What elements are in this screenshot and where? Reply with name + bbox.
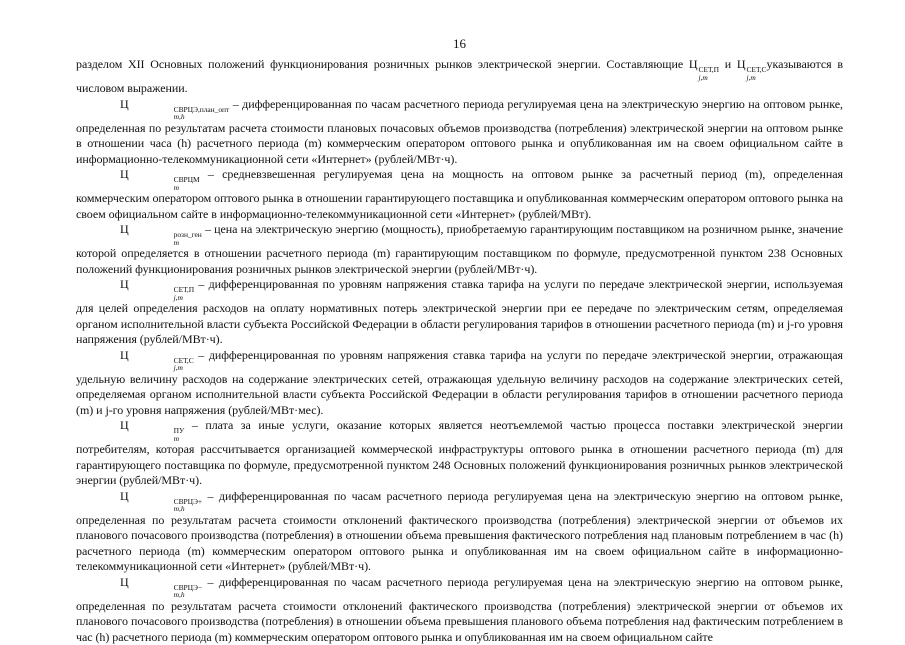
definition-symbol: Ц розн_ген m bbox=[120, 222, 202, 236]
symbol-c-set-s: Ц СЕТ,С j,m bbox=[737, 57, 767, 71]
definition-text: – средневзвешенная регулируемая цена на мощность на оптовом рынке за расчетный период (m), определенная коммерческим оператором оптового рынка в отношении гарантирующего поставщика и опубликованная коммерческим оператором оптового рынка на своем официальном сайте в информационно-телекоммуникационной сети «Интернет» (рублей/МВт). bbox=[76, 167, 843, 221]
definition-symbol: Ц СВРЦЭ− m,h bbox=[120, 575, 202, 589]
definition-text: – плата за иные услуги, оказание которых является неотъемлемой частью процесса поставки электрической энергии потребителям, которая рассчитывается организацией коммерческой инфраструктуры оптового рынка в отношении расчетного периода (m) для гарантирующего поставщика по формуле, предусмотренной пунктом 248 Основных положений функционирования розничных рынков электрической энергии (рублей/МВт·ч). bbox=[76, 418, 843, 487]
definition-text: – цена на электрическую энергию (мощность), приобретаемую гарантирующим поставщиком на розничном рынке, значение которой определяется в отношении расчетного периода (m) гарантирующим поставщиком по формуле, предусмотренной пунктом 238 Основных положений функционирования розничных рынков электрической энергии (рублей/МВт·ч). bbox=[76, 222, 843, 276]
definition-symbol: Ц СВРЦЭ,план_опт m,h bbox=[120, 97, 229, 111]
definition-text: – дифференцированная по часам расчетного периода регулируемая цена на электрическую энергию на оптовом рынке, определенная по результатам расчета стоимости отклонений фактического производства (потребления) электрической энергии от объемов их планового почасового производства (потребления) в отношении объема превышения фактического потребления над плановым потреблением в час (h) расчетного периода (m) коммерческим оператором оптового рынка и опубликованная им на своем официальном сайте в информационно-телекоммуникационной сети «Интернет» (рублей/МВт·ч). bbox=[76, 489, 843, 574]
paragraph-continuation bbox=[76, 57, 843, 97]
definition-symbol: Ц СВРЦМ m bbox=[120, 167, 200, 181]
symbol-c-set-p: Ц СЕТ,П j,m bbox=[689, 57, 719, 71]
definition-text: – дифференцированная по уровням напряжения ставка тарифа на услуги по передаче электрической энергии, используемая для целей определения расходов на оплату нормативных потерь электрической энергии при ее передаче по электрическим сетям, определяемая органом исполнительной власти субъекта Российской Федерации в области регулирования тарифов в отношении расчетного периода (m) и j-го уровня напряжения (рублей/МВт·ч). bbox=[76, 277, 843, 346]
definition-symbol: Ц СВРЦЭ+ m,h bbox=[120, 489, 202, 503]
definition-paragraph bbox=[76, 167, 843, 222]
paragraph-text: указываются в числовом выражении. bbox=[76, 57, 843, 95]
definition-symbol: Ц СЕТ,С j,m bbox=[120, 348, 194, 362]
paragraph-text: и bbox=[719, 57, 737, 71]
definition-paragraph bbox=[76, 277, 843, 348]
definition-paragraph bbox=[76, 489, 843, 575]
definition-text: – дифференцированная по часам расчетного периода регулируемая цена на электрическую энергию на оптовом рынке, определенная по результатам расчета стоимости отклонений фактического производства (потребления) электрической энергии от объемов их планового почасового производства (потребления) в отношении объема превышения планового объема потребления над фактическим потреблением в час (h) расчетного периода (m) коммерческим оператором оптового рынка и опубликованная им на своем официальном сайте bbox=[76, 575, 843, 644]
paragraph-text: разделом XII Основных положений функционирования розничных рынков электрической энергии. Составляющие bbox=[76, 57, 689, 71]
definition-text: – дифференцированная по часам расчетного периода регулируемая цена на электрическую энергию на оптовом рынке, определенная по результатам расчета стоимости плановых почасовых объемов производства (потребления) электрической энергии на оптовом рынке в отношении часа (h) расчетного периода (m) коммерческим оператором оптового рынка и опубликованная им на своем официальном сайте в информационно-телекоммуникационной сети «Интернет» (рублей/МВт·ч). bbox=[76, 97, 843, 166]
definition-paragraph bbox=[76, 222, 843, 277]
definition-paragraph bbox=[76, 418, 843, 489]
page-number: 16 bbox=[76, 36, 843, 51]
definition-paragraph bbox=[76, 575, 843, 645]
definition-paragraph bbox=[76, 348, 843, 419]
definition-symbol: Ц СЕТ,П j,m bbox=[120, 277, 194, 291]
definition-text: – дифференцированная по уровням напряжения ставка тарифа на услуги по передаче электрической энергии, отражающая удельную величину расходов на содержание электрических сетей, отражающая удельную величину расходов на содержание электрических сетей, определяемая органом исполнительной власти субъекта Российской Федерации в области регулирования тарифов в отношении расчетного периода (m) и j-го уровня напряжения (рублей/МВт·мес). bbox=[76, 348, 843, 417]
definition-paragraph bbox=[76, 97, 843, 168]
document-body bbox=[76, 57, 843, 645]
definition-symbol: Ц ПУ m bbox=[120, 418, 184, 432]
